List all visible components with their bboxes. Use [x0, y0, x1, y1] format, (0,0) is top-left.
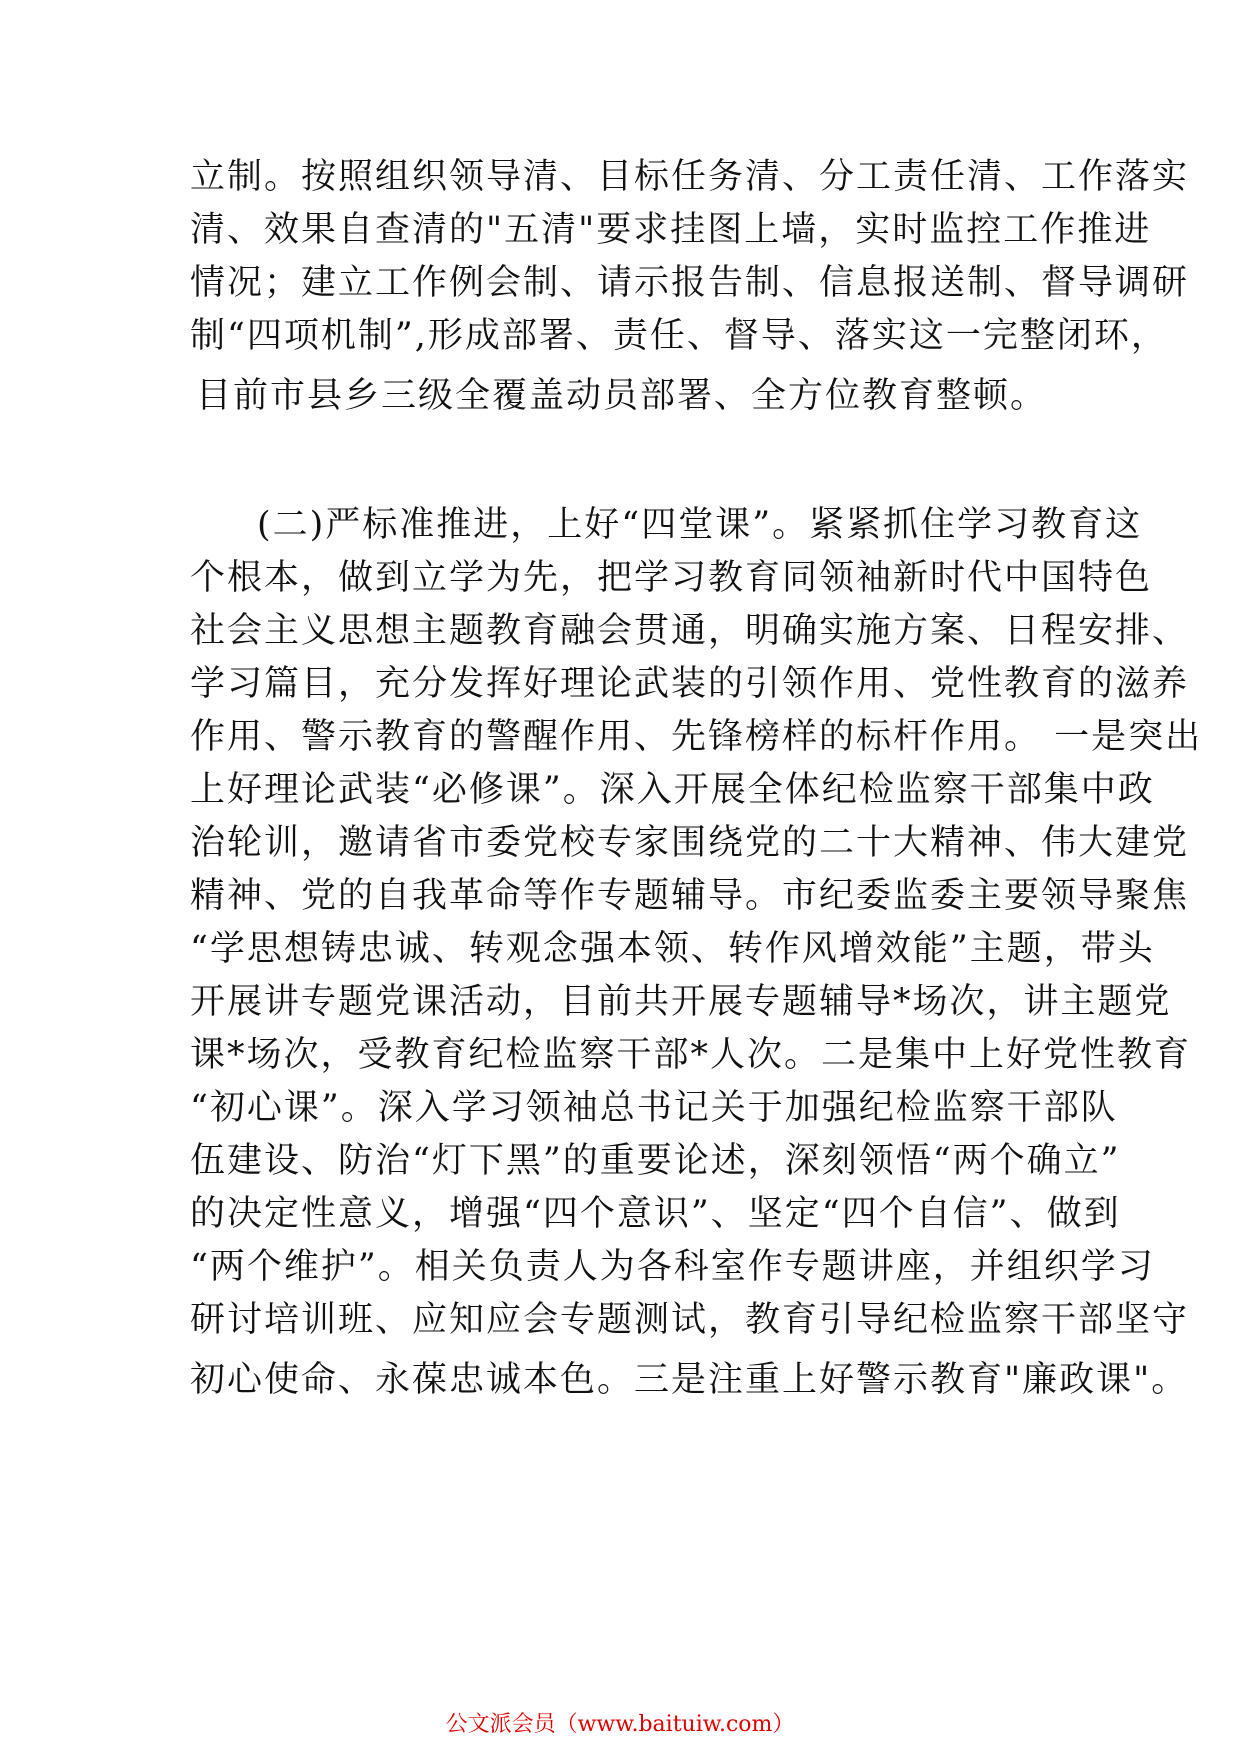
footer-watermark: 公文派会员（www.baituiw.com） [445, 1712, 795, 1737]
paragraph-line: 个根本，做到立学为先，把学习教育同领袖新时代中国特色 [190, 558, 1153, 598]
paragraph-line: 制“四项机制”,形成部署、责任、督导、落实这一完整闭环， [190, 316, 1168, 356]
paragraph-line: 立制。按照组织领导清、目标任务清、分工责任清、工作落实 [190, 157, 1190, 197]
paragraph-line: 上好理论武装“必修课”。深入开展全体纪检监察干部集中政 [190, 770, 1155, 810]
paragraph-line: “两个维护”。相关负责人为各科室作专题讲座，并组织学习 [190, 1247, 1155, 1287]
paragraph-line: 精神、党的自我革命等作专题辅导。市纪委监委主要领导聚焦 [190, 876, 1190, 916]
paragraph-line: 清、效果自查清的"五清"要求挂图上墙，实时监控工作推进 [190, 210, 1152, 250]
paragraph-line: 伍建设、防治“灯下黑”的重要论述，深刻领悟“两个确立” [190, 1141, 1121, 1181]
paragraph-line: “学思想铸忠诚、转观念强本领、转作风增效能”主题，带头 [190, 929, 1155, 969]
paragraph-line: 学习篇目，充分发挥好理论武装的引领作用、党性教育的滋养 [190, 664, 1190, 704]
paragraph-line: 研讨培训班、应知应会专题测试，教育引导纪检监察干部坚守 [190, 1300, 1190, 1340]
paragraph-line: 开展讲专题党课活动，目前共开展专题辅导*场次，讲主题党 [190, 982, 1172, 1022]
paragraph-line: 的决定性意义，增强“四个意识”、坚定“四个自信”、做到 [190, 1194, 1121, 1234]
paragraph-line: “初心课”。深入学习领袖总书记关于加强纪检监察干部队 [190, 1088, 1118, 1128]
paragraph-line: 课*场次，受教育纪检监察干部*人次。二是集中上好党性教育 [190, 1035, 1192, 1075]
section-heading-line: (二)严标准推进，上好“四堂课”。紧紧抓住学习教育这 [257, 505, 1143, 545]
paragraph-line: 治轮训，邀请省市委党校专家围绕党的二十大精神、伟大建党 [190, 823, 1190, 863]
paragraph-line: 初心使命、永葆忠诚本色。三是注重上好警示教育"廉政课"。 [190, 1360, 1189, 1400]
paragraph-line: 目前市县乡三级全覆盖动员部署、全方位教育整顿。 [196, 376, 1048, 416]
paragraph-line: 作用、警示教育的警醒作用、先锋榜样的标杆作用。 一是突出 [190, 717, 1203, 757]
paragraph-line: 社会主义思想主题教育融会贯通，明确实施方案、日程安排、 [190, 611, 1190, 651]
paragraph-line: 情况；建立工作例会制、请示报告制、信息报送制、督导调研 [190, 263, 1190, 303]
